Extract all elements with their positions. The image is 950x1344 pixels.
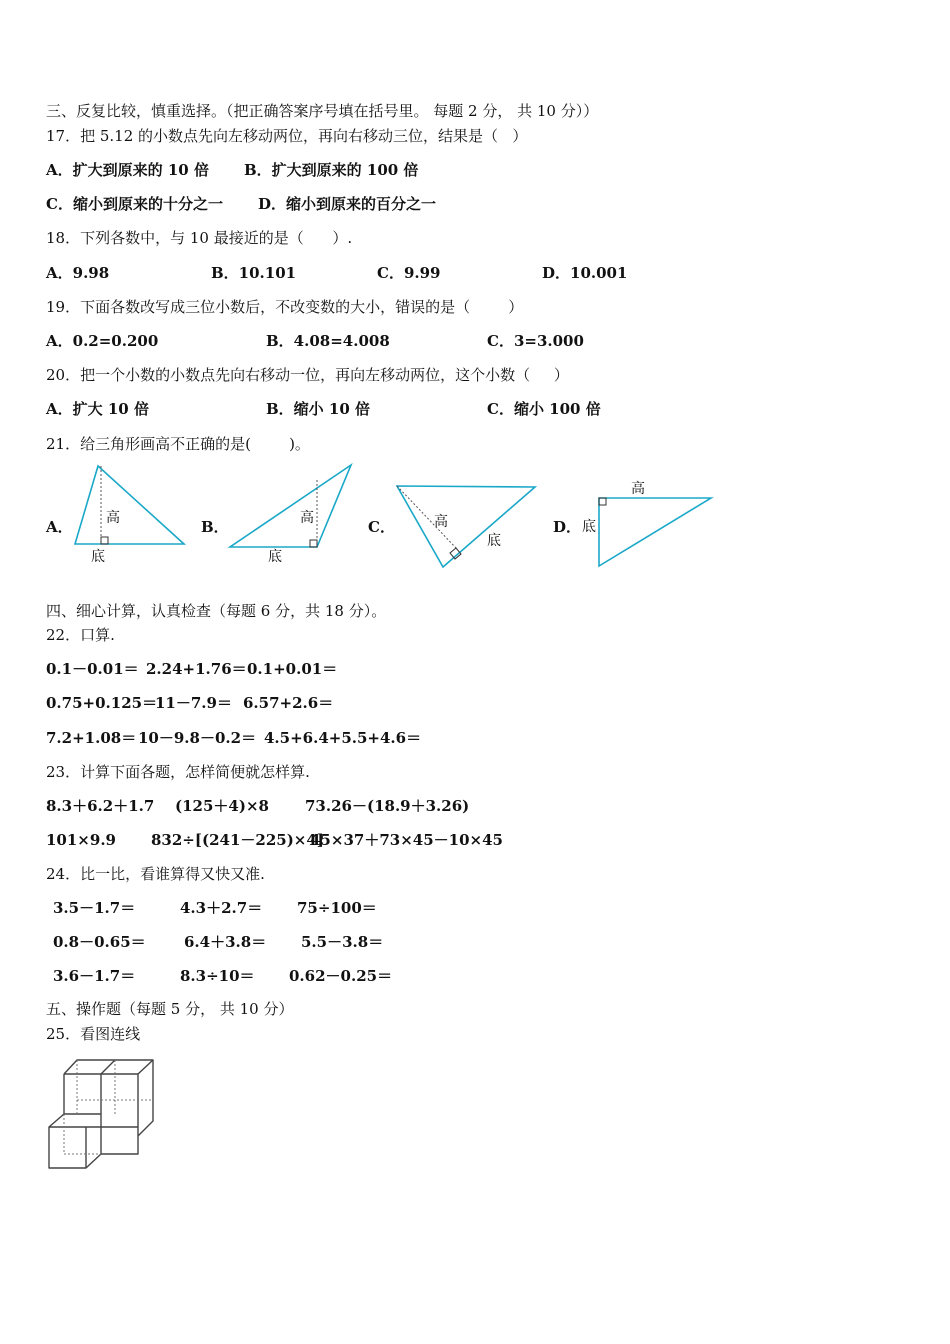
triangle-c-height-label: 高 xyxy=(434,514,448,530)
q24-item: 0.8－0.65＝ xyxy=(53,933,146,951)
q25-cube-figure xyxy=(40,1052,170,1177)
q24-item: 0.62－0.25＝ xyxy=(289,967,393,985)
section-5-heading: 五、操作题（每题 5 分， 共 10 分） xyxy=(46,1000,294,1018)
q22-item: 6.57+2.6＝ xyxy=(243,694,334,712)
q18-option-d[interactable]: D．10.001 xyxy=(542,264,628,282)
q24-item: 3.6－1.7＝ xyxy=(53,967,136,985)
question-25-stem: 25．看图连线 xyxy=(46,1025,141,1043)
q20-option-c[interactable]: C．缩小 100 倍 xyxy=(487,400,601,418)
q24-item: 5.5－3.8＝ xyxy=(301,933,384,951)
q22-item: 2.24+1.76＝ xyxy=(146,660,247,678)
q23-item: 832÷[(241－225)×4] xyxy=(151,831,324,849)
triangle-a-height-label: 高 xyxy=(106,510,120,526)
triangle-a-base-label: 底 xyxy=(91,549,105,565)
q24-item: 8.3÷10＝ xyxy=(180,967,255,985)
q18-option-a[interactable]: A．9.98 xyxy=(46,264,110,282)
question-21-stem: 21．给三角形画高不正确的是( )。 xyxy=(46,435,310,453)
q24-item: 75÷100＝ xyxy=(297,899,377,917)
question-23-stem: 23．计算下面各题，怎样简便就怎样算. xyxy=(46,763,310,781)
q22-item: 0.1－0.01＝ xyxy=(46,660,139,678)
q19-option-c[interactable]: C．3=3.000 xyxy=(487,332,584,350)
q17-option-d[interactable]: D．缩小到原来的百分之一 xyxy=(258,195,437,213)
q17-option-a[interactable]: A．扩大到原来的 10 倍 xyxy=(46,161,209,179)
triangle-d-right-angle xyxy=(599,498,606,505)
q19-option-b[interactable]: B．4.08=4.008 xyxy=(266,332,390,350)
triangle-d xyxy=(599,498,711,566)
q22-item: 0.75+0.125＝ xyxy=(46,694,158,712)
triangle-b-base-label: 底 xyxy=(268,549,282,565)
q21-option-b-label[interactable]: B． xyxy=(201,518,229,536)
q18-option-b[interactable]: B．10.101 xyxy=(211,264,297,282)
q21-option-a-label[interactable]: A． xyxy=(46,518,73,536)
question-17-stem: 17．把 5.12 的小数点先向左移动两位，再向右移动三位，结果是（ ） xyxy=(46,127,528,145)
q17-option-c[interactable]: C．缩小到原来的十分之一 xyxy=(46,195,223,213)
q20-option-a[interactable]: A．扩大 10 倍 xyxy=(46,400,149,418)
q22-item: 11－7.9＝ xyxy=(155,694,232,712)
question-24-stem: 24．比一比，看谁算得又快又准. xyxy=(46,865,265,883)
q21-triangles-figure xyxy=(0,455,950,575)
triangle-b-right-angle xyxy=(310,540,317,547)
section-4-heading: 四、细心计算，认真检查（每题 6 分，共 18 分）。 xyxy=(46,602,387,620)
q21-option-c-label[interactable]: C． xyxy=(368,518,395,536)
q21-option-d-label[interactable]: D． xyxy=(553,518,582,536)
triangle-d-base-label: 底 xyxy=(582,519,596,535)
question-18-stem: 18．下列各数中，与 10 最接近的是（ ）. xyxy=(46,229,353,247)
q23-item: 73.26－(18.9＋3.26) xyxy=(305,797,470,815)
q17-option-b[interactable]: B．扩大到原来的 100 倍 xyxy=(244,161,419,179)
section-3-heading: 三、反复比较，慎重选择。（把正确答案序号填在括号里。 每题 2 分， 共 10 分）） xyxy=(46,102,599,120)
q20-option-b[interactable]: B．缩小 10 倍 xyxy=(266,400,370,418)
triangle-c-base-label: 底 xyxy=(487,533,501,549)
q24-item: 4.3＋2.7＝ xyxy=(180,899,263,917)
q23-item: 101×9.9 xyxy=(46,831,116,849)
q22-item: 0.1+0.01＝ xyxy=(247,660,338,678)
q23-item: 45×37＋73×45－10×45 xyxy=(310,831,503,849)
q22-item: 7.2+1.08＝ xyxy=(46,729,137,747)
q24-item: 6.4＋3.8＝ xyxy=(184,933,267,951)
triangle-d-height-label: 高 xyxy=(631,481,645,497)
triangle-a-right-angle xyxy=(101,537,108,544)
q19-option-a[interactable]: A．0.2=0.200 xyxy=(46,332,159,350)
question-19-stem: 19．下面各数改写成三位小数后，不改变数的大小，错误的是（ ） xyxy=(46,298,524,316)
q22-item: 4.5+6.4+5.5+4.6＝ xyxy=(264,729,422,747)
q22-item: 10－9.8－0.2＝ xyxy=(138,729,257,747)
q24-item: 3.5－1.7＝ xyxy=(53,899,136,917)
triangle-b xyxy=(230,465,351,547)
q18-option-c[interactable]: C．9.99 xyxy=(377,264,441,282)
question-20-stem: 20．把一个小数的小数点先向右移动一位，再向左移动两位，这个小数（ ） xyxy=(46,366,569,384)
question-22-stem: 22．口算. xyxy=(46,626,115,644)
triangle-c xyxy=(397,486,535,567)
triangle-a xyxy=(75,466,184,544)
triangle-b-height-label: 高 xyxy=(300,510,314,526)
q23-item: (125＋4)×8 xyxy=(175,797,269,815)
q23-item: 8.3＋6.2＋1.7 xyxy=(46,797,155,815)
